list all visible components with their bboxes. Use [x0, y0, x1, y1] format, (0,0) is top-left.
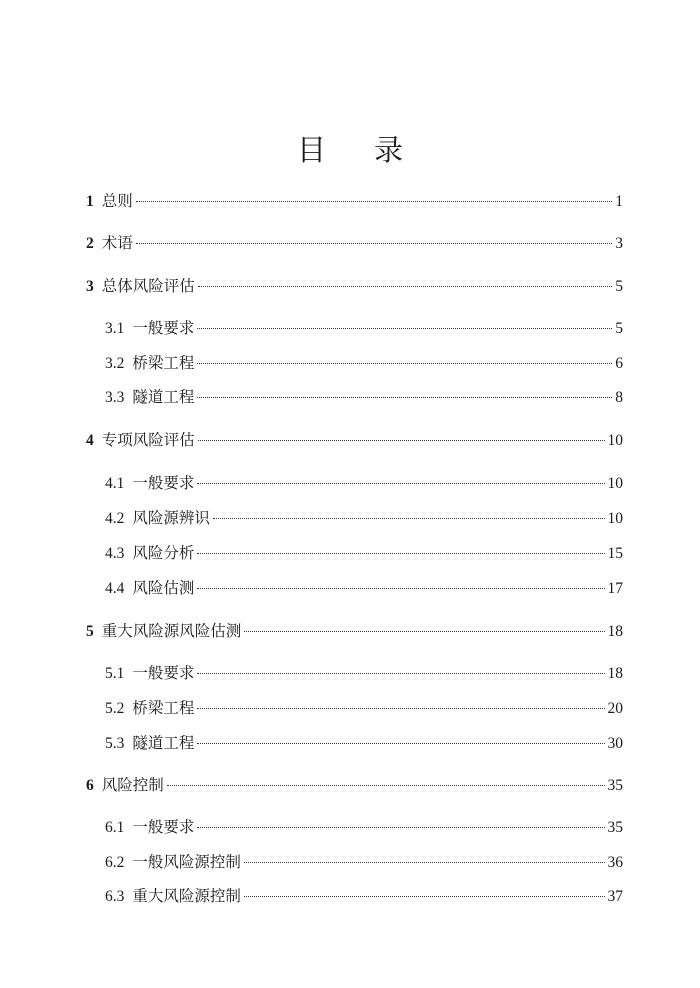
page-number: 18	[607, 665, 623, 682]
entry-title: 风险控制	[101, 776, 164, 794]
dot-leader	[244, 896, 605, 897]
page-number: 20	[607, 700, 623, 717]
page-number: 15	[607, 545, 623, 562]
entry-title: 一般要求	[132, 664, 195, 682]
dot-leader	[197, 397, 612, 398]
dot-leader	[197, 483, 604, 484]
page-number: 35	[607, 819, 623, 836]
entry-number: 6	[86, 777, 94, 794]
entry-title: 隧道工程	[132, 734, 195, 752]
toc-chapter[interactable]	[86, 275, 623, 297]
dot-leader	[213, 518, 605, 519]
page-number: 3	[615, 235, 623, 252]
toc-section[interactable]	[105, 317, 623, 339]
page-number: 1	[615, 193, 623, 210]
dot-leader	[197, 673, 604, 674]
entry-title: 桥梁工程	[132, 699, 195, 717]
entry-number: 4.4	[105, 580, 125, 597]
page-number: 36	[607, 854, 623, 871]
entry-number: 4.1	[105, 475, 125, 492]
dot-leader	[136, 201, 612, 202]
page-number: 30	[607, 735, 623, 752]
entry-title: 桥梁工程	[132, 354, 195, 372]
entry-number: 3	[86, 278, 94, 295]
entry-number: 3.2	[105, 355, 125, 372]
page-number: 8	[615, 389, 623, 406]
page-number: 5	[615, 278, 623, 295]
toc-section[interactable]	[105, 472, 623, 494]
toc-section[interactable]	[105, 816, 623, 838]
entry-number: 4.2	[105, 510, 125, 527]
toc-chapter[interactable]	[86, 620, 623, 642]
entry-title: 隧道工程	[132, 388, 195, 406]
page-number: 37	[607, 888, 623, 905]
toc-chapter[interactable]	[86, 774, 623, 796]
entry-title: 重大风险源风险估测	[101, 622, 242, 640]
entry-number: 6.3	[105, 888, 125, 905]
entry-number: 4	[86, 432, 94, 449]
entry-number: 3.3	[105, 389, 125, 406]
dot-leader	[244, 862, 605, 863]
entry-number: 2	[86, 235, 94, 252]
toc-section[interactable]	[105, 352, 623, 374]
toc-chapter[interactable]	[86, 232, 623, 254]
toc-chapter[interactable]	[86, 190, 623, 212]
dot-leader	[198, 440, 605, 441]
entry-title: 总体风险评估	[101, 277, 195, 295]
entry-number: 6.1	[105, 819, 125, 836]
entry-title: 风险源辨识	[132, 509, 210, 527]
dot-leader	[197, 743, 604, 744]
dot-leader	[197, 363, 612, 364]
dot-leader	[198, 286, 612, 287]
entry-title: 术语	[101, 234, 133, 252]
page-number: 17	[607, 580, 623, 597]
toc-chapter[interactable]	[86, 429, 623, 451]
entry-number: 5.2	[105, 700, 125, 717]
entry-title: 一般要求	[132, 474, 195, 492]
entry-title: 一般要求	[132, 319, 195, 337]
toc-section[interactable]	[105, 732, 623, 754]
entry-number: 3.1	[105, 320, 125, 337]
dot-leader	[244, 631, 604, 632]
entry-number: 6.2	[105, 854, 125, 871]
dot-leader	[197, 328, 612, 329]
title-char-2: 录	[374, 133, 404, 167]
toc-section[interactable]	[105, 386, 623, 408]
page-number: 5	[615, 320, 623, 337]
page-number: 10	[607, 510, 623, 527]
dot-leader	[197, 827, 604, 828]
dot-leader	[197, 708, 604, 709]
dot-leader	[197, 588, 604, 589]
toc-section[interactable]	[105, 885, 623, 907]
title-char-1: 目	[296, 133, 326, 167]
entry-title: 专项风险评估	[101, 431, 195, 449]
page-number: 10	[607, 475, 623, 492]
dot-leader	[197, 553, 604, 554]
dot-leader	[167, 785, 605, 786]
entry-number: 5	[86, 623, 94, 640]
toc-section[interactable]	[105, 577, 623, 599]
toc-section[interactable]	[105, 851, 623, 873]
page-number: 18	[607, 623, 623, 640]
dot-leader	[136, 243, 612, 244]
entry-title: 风险分析	[132, 544, 195, 562]
toc-section[interactable]	[105, 542, 623, 564]
toc-section[interactable]	[105, 662, 623, 684]
entry-title: 重大风险源控制	[132, 887, 241, 905]
entry-number: 4.3	[105, 545, 125, 562]
entry-title: 一般风险源控制	[132, 853, 241, 871]
toc-section[interactable]	[105, 507, 623, 529]
page-number: 6	[615, 355, 623, 372]
toc-section[interactable]	[105, 697, 623, 719]
page-number: 10	[607, 432, 623, 449]
entry-title: 总则	[101, 192, 133, 210]
entry-title: 风险估测	[132, 579, 195, 597]
entry-number: 5.1	[105, 665, 125, 682]
entry-title: 一般要求	[132, 818, 195, 836]
page-number: 35	[607, 777, 623, 794]
entry-number: 1	[86, 193, 94, 210]
entry-number: 5.3	[105, 735, 125, 752]
